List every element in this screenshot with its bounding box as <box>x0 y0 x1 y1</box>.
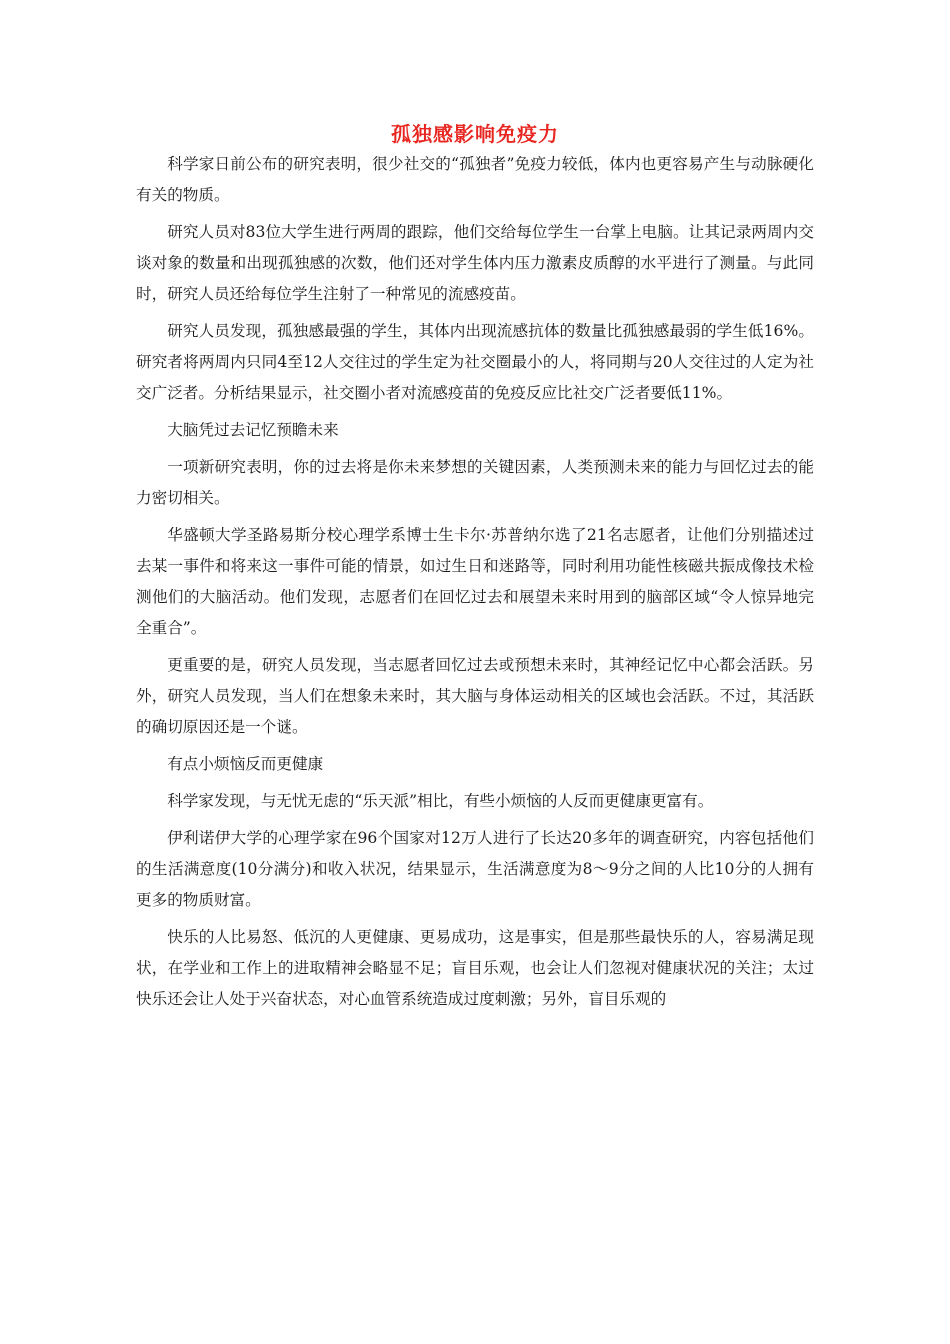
section-heading: 大脑凭过去记忆预瞻未来 <box>167 421 339 439</box>
paragraph: 伊利诺伊大学的心理学家在96个国家对12万人进行了长达20多年的调查研究，内容包括他们的生活满意度(10分满分)和收入状况，结果显示，生活满意度为8～9分之间的人比10分的人拥有更多的物质财富。 <box>136 829 814 909</box>
paragraph: 更重要的是，研究人员发现，当志愿者回忆过去或预想未来时，其神经记忆中心都会活跃。另外，研究人员发现，当人们在想象未来时，其大脑与身体运动相关的区域也会活跃。不过，其活跃的确切原因还是一个谜。 <box>136 656 814 736</box>
paragraph: 研究人员对83位大学生进行两周的跟踪，他们交给每位学生一台掌上电脑。让其记录两周内交谈对象的数量和出现孤独感的次数，他们还对学生体内压力激素皮质醇的水平进行了测量。与此同时，研究人员还给每位学生注射了一种常见的流感疫苗。 <box>136 223 814 303</box>
document-page <box>136 120 814 1021</box>
paragraph: 研究人员发现，孤独感最强的学生，其体内出现流感抗体的数量比孤独感最弱的学生低16%。研究者将两周内只同4至12人交往过的学生定为社交圈最小的人，将同期与20人交往过的人定为社交广泛者。分析结果显示，社交圈小者对流感疫苗的免疫反应比社交广泛者要低11%。 <box>136 322 814 402</box>
section-heading: 有点小烦恼反而更健康 <box>167 755 324 773</box>
paragraph: 科学家发现，与无忧无虑的“乐天派”相比，有些小烦恼的人反而更健康更富有。 <box>167 792 714 810</box>
paragraph: 一项新研究表明，你的过去将是你未来梦想的关键因素，人类预测未来的能力与回忆过去的能力密切相关。 <box>136 458 814 507</box>
paragraph: 科学家日前公布的研究表明，很少社交的“孤独者”免疫力较低，体内也更容易产生与动脉硬化有关的物质。 <box>136 155 814 204</box>
paragraph: 快乐的人比易怒、低沉的人更健康、更易成功，这是事实，但是那些最快乐的人，容易满足现状，在学业和工作上的进取精神会略显不足；盲目乐观，也会让人们忽视对健康状况的关注；太过快乐还会让人处于兴奋状态，对心血管系统造成过度刺激；另外，盲目乐观的 <box>136 928 814 1008</box>
page-title: 孤独感影响免疫力 <box>391 122 559 146</box>
paragraph: 华盛顿大学圣路易斯分校心理学系博士生卡尔·苏普纳尔选了21名志愿者，让他们分别描述过去某一事件和将来这一事件可能的情景，如过生日和迷路等，同时利用功能性核磁共振成像技术检测他们的大脑活动。他们发现，志愿者们在回忆过去和展望未来时用到的脑部区域“令人惊异地完全重合”。 <box>136 526 814 637</box>
